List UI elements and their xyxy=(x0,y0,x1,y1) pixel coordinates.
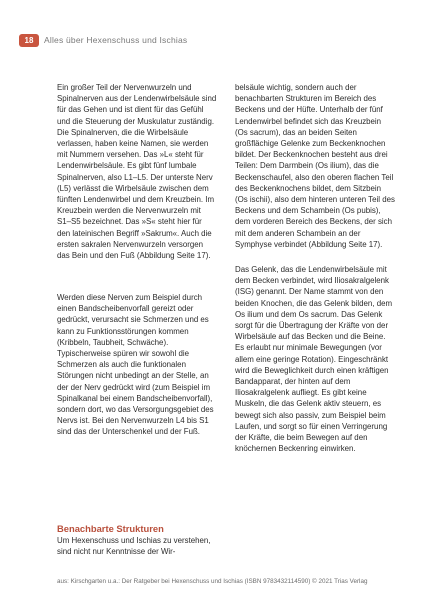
right-paragraph-2-text: Das Gelenk, das die Lendenwirbelsäule mit dem Becken verbindet, wird Iliosakralgelenk (ISG) genannt. Der Name stammt von den beiden Knochen, die das Gelenk bilden, dem Os ilium und dem Os sacrum. Das Gelenk sorgt für die Übertragung der Kräfte von der Wirbelsäule auf das Becken und die Beine. Es erlaubt nur minimale Bewegungen (vor allem eine geringe Rotation). Eingeschränkt wird die Beweglichkeit durch einen kräftigen Bandapparat, der hinten auf dem Iliosakralgelenk aufliegt. Es gibt keine Muskeln, die das Gelenk aktiv steuern, es bewegt sich also passiv, zum Beispiel beim Laufen, und sorgt so für einen Verringerung der Kräfte, die beim Bewegen auf den knöchernen Beckenring einwirken. xyxy=(235,265,393,454)
right-column xyxy=(235,82,395,250)
left-paragraph-2-text: Werden diese Nerven zum Beispiel durch einen Bandscheibenvorfall gereizt oder gedrückt, verursacht sie Schmerzen und es kann zu Funktionsstörungen kommen (Kribbeln, Taubheit, Schwäche). Typischerweise spüren wir sowohl die Schmerzen als auch die funktionalen Störungen nicht unbedingt an der Stelle, an der der Nerv gedrückt wird (zum Beispiel im Spinalkanal bei einem Bandscheibenvorfall), sondern dort, wo das Versorgungsgebiet des Nervs ist. Bei den Nervenwurzeln L4 bis S1 sind das der Unterschenkel und der Fuß. xyxy=(57,293,214,437)
left-paragraph-3 xyxy=(57,535,219,557)
left-column xyxy=(57,82,217,261)
left-paragraph-3-text: Um Hexenschuss und Ischias zu verstehen, sind nicht nur Kenntnisse der Wir- xyxy=(57,536,211,557)
running-title: Alles über Hexenschuss und Ischias xyxy=(44,35,188,45)
footer-citation: aus: Kirschgarten u.a.: Der Ratgeber bei Hexenschuss und Ischias (ISBN 9783432114590) © 2021 Trias Verlag xyxy=(57,578,368,585)
left-paragraph-1: Ein großer Teil der Nervenwurzeln und Spinalnerven aus der Lendenwirbelsäule sind für das Gehen und ist dient für das Gefühl und die Steuerung der Muskulatur zuständig. Die Spinalnerven, die die Wirbelsäule verlassen, haben keine Namen, sie werden mit Nummern versehen. Das »L« steht für Lendenwirbelsäule. Es gibt fünf lumbale Spinalnerven, also L1–L5. Der unterste Nerv (L5) verlässt die Wirbelsäule zwischen dem fünften Lendenwirbel und dem Kreuzbein. Im Kreuzbein werden die Nervenwurzeln mit S1–S5 bezeichnet. Das »S« steht hier für den lateinischen Begriff »Sakrum«. Auch die ersten sakralen Nervenwurzeln versorgen das Bein und den Fuß (Abbildung Seite 17). xyxy=(57,83,217,261)
right-paragraph-1: belsäule wichtig, sondern auch der benachbarten Strukturen im Bereich des Beckens und der Hüfte. Unterhalb der fünf Lendenwirbel befindet sich das Kreuzbein (Os sacrum), das an beiden Seiten großflächige Gelenke zum Beckenknochen bildet. Der Beckenknochen besteht aus drei Teilen: Dem Darmbein (Os ilium), das die Beckenschaufel, also den oberen flachen Teil des Beckenknochens bildet, dem Sitzbein (Os ischii), also dem hinteren unteren Teil des Beckens und dem Schambein (Os pubis), dem vorderen Bereich des Beckens, der sich mit dem anderen Schambein an der Symphyse verbindet (Abbildung Seite 17). xyxy=(235,83,395,249)
section-heading: Benachbarte Strukturen xyxy=(57,523,164,534)
page-number-badge: 18 xyxy=(19,34,39,47)
right-paragraph-2 xyxy=(235,264,395,454)
left-paragraph-2 xyxy=(57,292,217,438)
